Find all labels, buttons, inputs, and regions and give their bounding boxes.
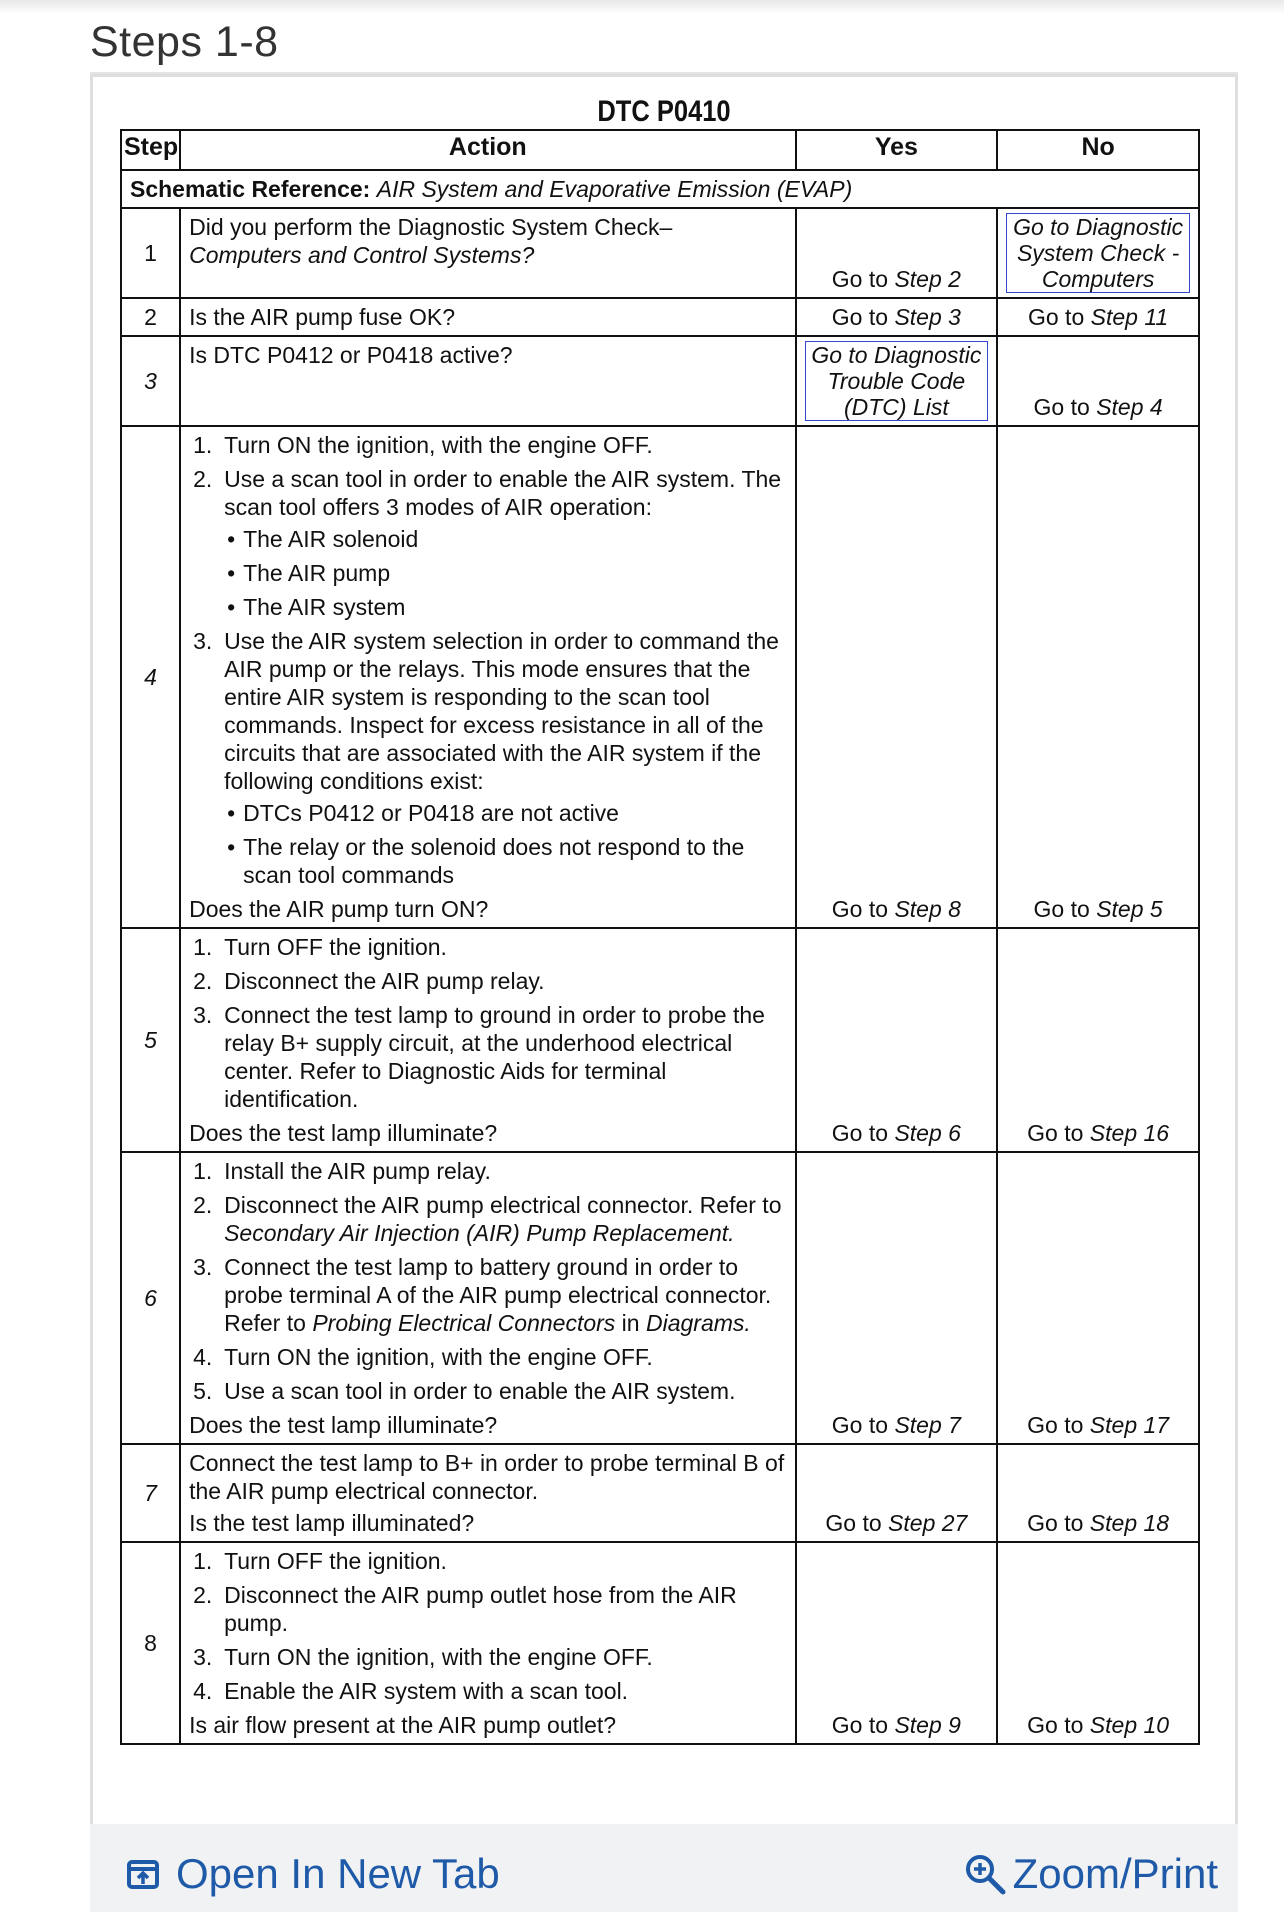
list-item: 2. Use a scan tool in order to enable the AIR system. The scan tool offers 3 modes of AIR operation: • The AIR solenoid • The AIR pump • The AIR system: [189, 465, 786, 621]
step-number: 3: [121, 336, 180, 426]
page-title: Steps 1-8: [90, 18, 279, 66]
bullet-list: [189, 799, 786, 889]
step-number: 1: [121, 208, 180, 298]
step-number: 7: [121, 1444, 180, 1542]
list-item: 5. Use a scan tool in order to enable the AIR system.: [193, 1378, 736, 1404]
no-cell[interactable]: Go to Step 5: [997, 426, 1199, 928]
yes-cell[interactable]: Go to Step 3: [796, 298, 998, 336]
document-image: [90, 74, 1238, 1824]
diagnostic-table: [120, 129, 1200, 1745]
dtc-list-link[interactable]: Go to Diagnostic Trouble Code (DTC) List: [805, 341, 989, 421]
numbered-list: [189, 1547, 786, 1705]
step-number: 2: [121, 298, 180, 336]
list-item: 2. Disconnect the AIR pump electrical connector. Refer to Secondary Air Injection (AIR) Pump Replacement.: [193, 1192, 782, 1246]
open-in-new-tab-icon: [126, 1857, 160, 1891]
yes-cell[interactable]: Go to Step 8: [796, 426, 998, 928]
no-cell[interactable]: Go to Step 17: [997, 1152, 1199, 1444]
document-frame: [90, 72, 1238, 1912]
header-step: Step: [121, 130, 180, 170]
zoom-print-label: Zoom/Print: [1012, 1850, 1218, 1897]
numbered-list: [189, 933, 786, 1113]
action-cell: Is DTC P0412 or P0418 active?: [180, 336, 795, 426]
question: Does the test lamp illuminate?: [189, 1120, 498, 1146]
bullet-item: • The relay or the solenoid does not respond to the scan tool commands: [189, 833, 786, 889]
no-cell[interactable]: [997, 208, 1199, 298]
numbered-list: [189, 431, 786, 889]
action-cell: [180, 426, 795, 928]
table-row: [121, 426, 1199, 928]
table-row: [121, 208, 1199, 298]
no-cell[interactable]: Go to Step 11: [997, 298, 1199, 336]
document-title: DTC P0410: [597, 95, 731, 128]
list-item: 1. Turn OFF the ignition.: [193, 1548, 447, 1574]
list-item: 4. Enable the AIR system with a scan tool.: [193, 1678, 629, 1704]
no-cell[interactable]: Go to Step 18: [997, 1444, 1199, 1542]
step-number: 8: [121, 1542, 180, 1744]
list-item: 1. Turn OFF the ignition.: [193, 934, 447, 960]
schematic-row: [121, 170, 1199, 208]
schematic-label: Schematic Reference:: [130, 176, 371, 202]
table-row: [121, 298, 1199, 336]
question: Is the test lamp illuminated?: [189, 1510, 475, 1536]
bullet-list: [189, 525, 786, 621]
list-item: 3. Turn ON the ignition, with the engine OFF.: [193, 1644, 653, 1670]
footer-bar: [90, 1824, 1238, 1912]
yes-cell[interactable]: Go to Step 2: [796, 208, 998, 298]
list-item: 3. Connect the test lamp to battery ground in order to probe terminal A of the AIR pump electrical connector. Refer to Probing Electrical Connectors in Diagrams.: [193, 1254, 772, 1336]
zoom-print-button[interactable]: [963, 1850, 1218, 1898]
bullet-item: • The AIR pump: [189, 559, 786, 587]
top-shadow: [0, 0, 1284, 14]
step-number: 5: [121, 928, 180, 1152]
action-cell: Is the AIR pump fuse OK?: [180, 298, 795, 336]
list-item: 1. Install the AIR pump relay.: [193, 1158, 491, 1184]
yes-cell[interactable]: [796, 336, 998, 426]
step-number: 4: [121, 426, 180, 928]
no-cell[interactable]: Go to Step 4: [997, 336, 1199, 426]
header-no: No: [997, 130, 1199, 170]
yes-cell[interactable]: Go to Step 27: [796, 1444, 998, 1542]
numbered-list: [189, 1157, 786, 1405]
zoom-in-icon: [963, 1852, 1007, 1896]
list-item: 4. Turn ON the ignition, with the engine OFF.: [193, 1344, 653, 1370]
list-item: 3. Use the AIR system selection in order to command the AIR pump or the relays. This mode ensures that the entire AIR system is responding to the scan tool commands. Inspect for excess resistance in all of the circuits that are associated with the AIR system if the following conditions exist: • DTCs P0412 or P0418 are not active • The relay or the solenoid does not respond to the scan tool commands: [189, 627, 786, 889]
table-header-row: [121, 130, 1199, 170]
yes-cell[interactable]: Go to Step 7: [796, 1152, 998, 1444]
no-cell[interactable]: Go to Step 10: [997, 1542, 1199, 1744]
list-item: 2. Disconnect the AIR pump relay.: [193, 968, 545, 994]
open-in-new-tab-label: Open In New Tab: [176, 1850, 500, 1897]
table-row: [121, 336, 1199, 426]
bullet-item: • DTCs P0412 or P0418 are not active: [189, 799, 786, 827]
question: Does the test lamp illuminate?: [189, 1412, 498, 1438]
bullet-item: • The AIR system: [189, 593, 786, 621]
header-yes: Yes: [796, 130, 998, 170]
action-cell: [180, 1542, 795, 1744]
table-row: [121, 1444, 1199, 1542]
list-item: 3. Connect the test lamp to ground in order to probe the relay B+ supply circuit, at the underhood electrical center. Refer to Diagnostic Aids for terminal identification.: [193, 1002, 765, 1112]
table-row: [121, 928, 1199, 1152]
yes-cell[interactable]: Go to Step 9: [796, 1542, 998, 1744]
action-cell: Did you perform the Diagnostic System Check– Computers and Control Systems?: [180, 208, 795, 298]
bullet-item: • The AIR solenoid: [189, 525, 786, 553]
question: Does the AIR pump turn ON?: [189, 896, 489, 922]
step-number: 6: [121, 1152, 180, 1444]
action-cell: Connect the test lamp to B+ in order to probe terminal B of the AIR pump electrical connector. Is the test lamp illuminated?: [180, 1444, 795, 1542]
action-cell: [180, 1152, 795, 1444]
diagnostic-system-check-link[interactable]: Go to Diagnostic System Check - Computers: [1006, 213, 1190, 293]
table-row: [121, 1542, 1199, 1744]
list-item: 2. Disconnect the AIR pump outlet hose from the AIR pump.: [193, 1582, 737, 1636]
no-cell[interactable]: Go to Step 16: [997, 928, 1199, 1152]
table-row: [121, 1152, 1199, 1444]
question: Is air flow present at the AIR pump outlet?: [189, 1712, 617, 1738]
open-in-new-tab-button[interactable]: [126, 1850, 500, 1898]
schematic-reference: AIR System and Evaporative Emission (EVAP): [376, 176, 853, 202]
action-cell: [180, 928, 795, 1152]
yes-cell[interactable]: Go to Step 6: [796, 928, 998, 1152]
header-action: Action: [180, 130, 795, 170]
list-item: 1. Turn ON the ignition, with the engine OFF.: [193, 432, 653, 458]
